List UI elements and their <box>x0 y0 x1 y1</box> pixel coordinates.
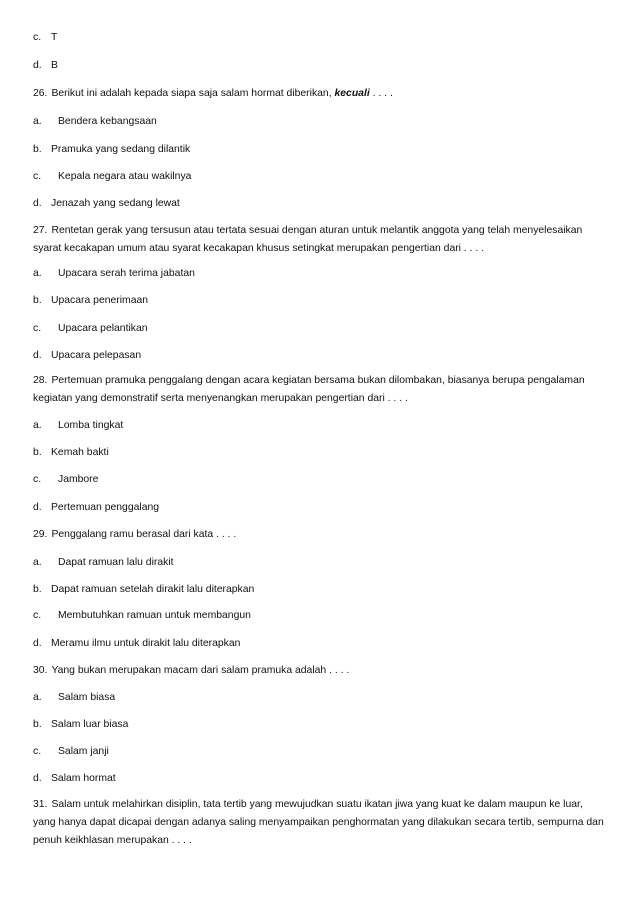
q30-option-d: d. Salam hormat <box>33 773 116 784</box>
q27-option-a: a. Upacara serah terima jabatan <box>33 268 195 279</box>
question-number: 27. <box>33 225 48 236</box>
q28-option-a: a. Lomba tingkat <box>33 420 124 431</box>
q28-option-c: c. Jambore <box>33 474 99 485</box>
question-27: 27. Rentetan gerak yang tersusun atau tertata sesuai dengan aturan untuk melantik anggota yang telah menyelesaikan syarat kecakapan umum atau syarat kecakapan khusus setingkat merupakan pengertian dari . . . . <box>33 222 608 258</box>
question-29: 29. Penggalang ramu berasal dari kata . . . . <box>33 529 237 540</box>
q30-option-c: c. Salam janji <box>33 746 109 757</box>
q29-option-a: a. Dapat ramuan lalu dirakit <box>33 557 174 568</box>
q29-option-d: d. Meramu ilmu untuk dirakit lalu diterapkan <box>33 638 241 649</box>
question-31: 31. Salam untuk melahirkan disiplin, tata tertib yang mewujudkan suatu ikatan jiwa yang kuat ke dalam maupun ke luar, yang hanya dapat dicapai dengan adanya saling menyampaikan penghormatan yang dilakukan secara tertib, sempurna dan penuh keikhlasan merupakan . . . . <box>33 796 608 850</box>
question-number: 30. <box>33 665 48 676</box>
option-c-prev: c. T <box>33 32 58 43</box>
q26-option-a: a. Bendera kebangsaan <box>33 116 157 127</box>
question-26: 26. Berikut ini adalah kepada siapa saja salam hormat diberikan, kecuali . . . . <box>33 88 393 99</box>
question-number: 28. <box>33 375 48 386</box>
q29-option-b: b. Dapat ramuan setelah dirakit lalu diterapkan <box>33 584 255 595</box>
q26-option-b: b. Pramuka yang sedang dilantik <box>33 144 191 155</box>
q26-option-d: d. Jenazah yang sedang lewat <box>33 198 180 209</box>
q27-option-b: b. Upacara penerimaan <box>33 295 149 306</box>
q27-option-c: c. Upacara pelantikan <box>33 323 148 334</box>
question-number: 31. <box>33 799 48 810</box>
question-emphasis: kecuali <box>334 88 370 99</box>
question-number: 29. <box>33 529 48 540</box>
q30-option-b: b. Salam luar biasa <box>33 719 129 730</box>
q29-option-c: c. Membutuhkan ramuan untuk membangun <box>33 610 251 621</box>
q28-option-b: b. Kemah bakti <box>33 447 109 458</box>
question-30: 30. Yang bukan merupakan macam dari salam pramuka adalah . . . . <box>33 665 350 676</box>
question-28: 28. Pertemuan pramuka penggalang dengan acara kegiatan bersama bukan dilombakan, biasanya berupa pengalaman kegiatan yang demonstratif serta menyenangkan merupakan pengertian dari . . . . <box>33 372 608 408</box>
question-number: 26. <box>33 88 48 99</box>
q28-option-d: d. Pertemuan penggalang <box>33 502 160 513</box>
q26-option-c: c. Kepala negara atau wakilnya <box>33 171 192 182</box>
q27-option-d: d. Upacara pelepasan <box>33 350 142 361</box>
option-d-prev: d. B <box>33 60 58 71</box>
q30-option-a: a. Salam biasa <box>33 692 116 703</box>
